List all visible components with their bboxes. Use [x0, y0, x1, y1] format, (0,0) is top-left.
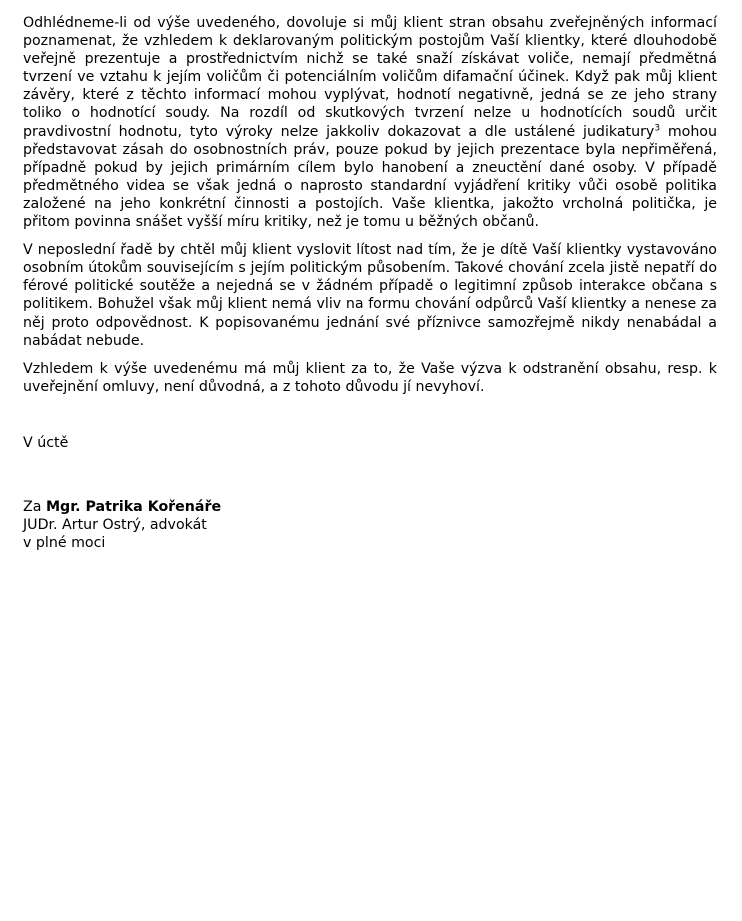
client-name: Mgr. Patrika Kořenáře [45, 498, 222, 515]
paragraph-text-end: mohou představovat zásah do osobnostních práv, pouze pokud by jejich prezentace byla nepřiměřená, případně pokud by jejich primárním cílem bylo hanobení a zneuctění dané osoby. V případě předmětného videa se však jedná o naprosto standardní vyjádření kritiky vůči osobě politika založené na jeho konkrétní činnosti a postojích. Vaše klientka, jakožto vrcholná politička, je přitom povinna snášet vyšší míru kritiky, než je tomu u běžných občanů. [23, 123, 717, 231]
paragraph-evaluative-judgments [23, 14, 717, 231]
power-of-attorney-note: v plné moci [23, 535, 106, 552]
footnote-reference: 3 [654, 122, 661, 133]
signature-client-line [23, 498, 717, 516]
closing-greeting: V úctě [23, 434, 69, 451]
signature-block [23, 498, 717, 552]
paragraph-text-start: Odhlédneme-li od výše uvedeného, dovoluje si můj klient stran obsahu zveřejněných informací poznamenat, že vzhledem k deklarovaným politickým postojům Vaší klientky, které dlouhodobě veřejně prezentuje a prostřednictvím nichž se také snaží získávat voliče, nemají předmětná tvrzení ve vztahu k jejím voličům či potenciálním voličům difamační účinek. Když pak můj klient závěry, které z těchto informací mohou vyplývat, hodnotí negativně, jedná se ze jeho strany toliko o hodnotící soudy. Na rozdíl od skutkových tvrzení nelze u hodnotících soudů určit pravdivostní hodnotu, tyto výroky nelze jakkoliv dokazovat a dle ustálené judikatury [23, 15, 717, 140]
paragraph-regret: V neposlední řadě by chtěl můj klient vyslovit lítost nad tím, že je dítě Vaší klientky vystavováno osobním útokům souvisejícím s jejím politickým působením. Takové chování zcela jistě nepatří do férové politické soutěže a nejedná se v žádném případě o legitimní způsob interakce občana s politikem. Bohužel však můj klient nemá vliv na formu chování odpůrců Vaší klientky a nenese za něj proto odpovědnost. K popisovanému jednání své příznivce samozřejmě nikdy nenabádal a nabádat nebude. [23, 242, 717, 349]
paragraph-conclusion: Vzhledem k výše uvedenému má můj klient za to, že Vaše výzva k odstranění obsahu, resp. k uveřejnění omluvy, není důvodná, a z tohoto důvodu jí nevyhoví. [23, 360, 717, 395]
signature-prefix: Za [23, 498, 46, 515]
letter-body [23, 14, 717, 552]
attorney-name: JUDr. Artur Ostrý, advokát [23, 517, 207, 534]
